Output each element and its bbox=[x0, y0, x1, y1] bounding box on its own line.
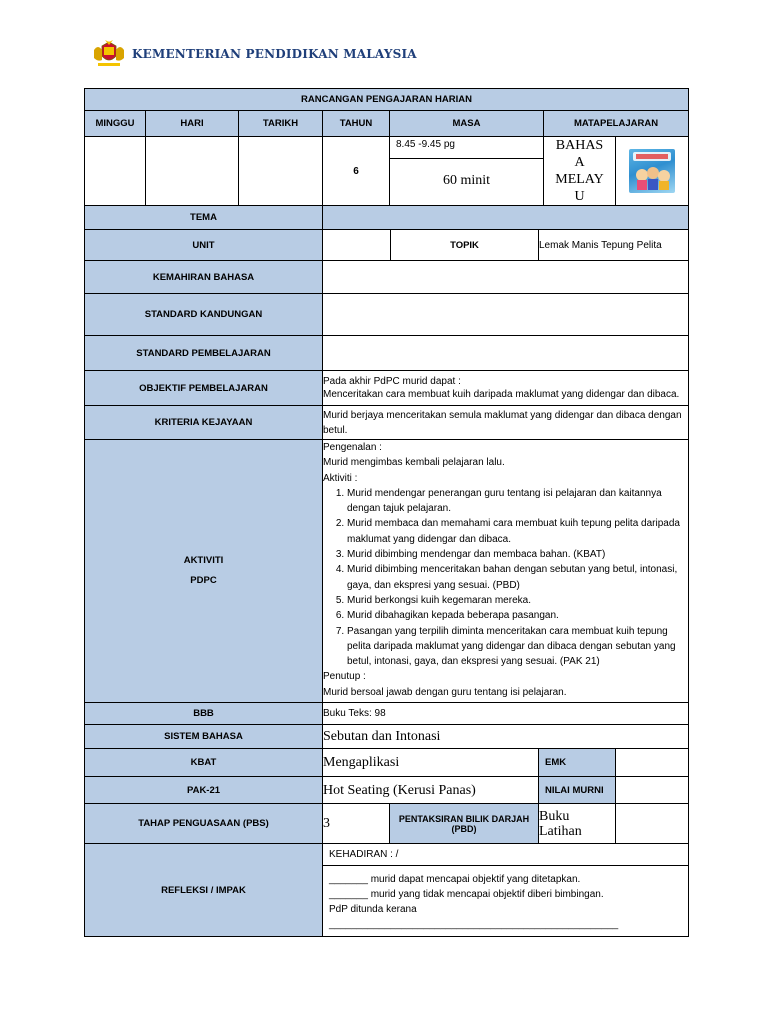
objektif-value[interactable] bbox=[323, 371, 689, 406]
activity-item: 6. Murid dibahagikan kepada beberapa pasangan. bbox=[347, 608, 688, 623]
aktiviti-label bbox=[85, 440, 323, 703]
tahap-value[interactable]: 3 bbox=[323, 804, 390, 844]
kemahiran-value[interactable] bbox=[323, 261, 689, 294]
refleksi-content[interactable] bbox=[323, 844, 689, 937]
penutup-text: Murid bersoal jawab dengan guru tentang isi pelajaran. bbox=[323, 686, 567, 698]
col-tahun: TAHUN bbox=[323, 111, 390, 137]
masa-duration[interactable]: 60 minit bbox=[442, 173, 491, 188]
activity-item: 7. Pasangan yang terpilih diminta menceritakan cara membuat kuih tepung pelita daripada maklumat yang didengar dan dibaca dengan sebutan yang betul, intonasi, gaya, dan ekspresi yang sesuai. (PAK 21) bbox=[347, 624, 688, 670]
activity-item: 3. Murid dibimbing mendengar dan membaca bahan. (KBAT) bbox=[347, 547, 688, 562]
sistem-label: SISTEM BAHASA bbox=[85, 725, 323, 749]
refleksi-line-3: PdP ditunda kerana ____________________________________________________ bbox=[329, 904, 619, 930]
subject-line-4: U bbox=[574, 189, 585, 204]
activity-item: 5. Murid berkongsi kuih kegemaran mereka. bbox=[347, 593, 688, 608]
minggu-value[interactable] bbox=[85, 137, 146, 206]
sk-label: STANDARD KANDUNGAN bbox=[85, 294, 323, 336]
col-tarikh: TARIKH bbox=[239, 111, 323, 137]
kemahiran-label: KEMAHIRAN BAHASA bbox=[85, 261, 323, 294]
bbb-label: BBB bbox=[85, 703, 323, 725]
col-minggu: MINGGU bbox=[85, 111, 146, 137]
aktiviti-content[interactable] bbox=[323, 440, 689, 703]
tahap-label: TAHAP PENGUASAAN (PBS) bbox=[85, 804, 323, 844]
bbb-value[interactable]: Buku Teks: 98 bbox=[323, 703, 689, 725]
subject-line-1: BAHAS bbox=[555, 138, 604, 153]
col-masa: MASA bbox=[390, 111, 544, 137]
pengenalan-text: Murid mengimbas kembali pelajaran lalu. bbox=[323, 457, 505, 469]
tema-value[interactable] bbox=[323, 206, 689, 230]
lesson-plan-table bbox=[84, 88, 689, 937]
subject-line-2: A bbox=[574, 155, 585, 170]
kriteria-value[interactable]: Murid berjaya menceritakan semula maklumat yang didengar dan dibaca dengan betul. bbox=[323, 406, 689, 440]
nilai-label: NILAI MURNI bbox=[539, 777, 616, 804]
kbat-value[interactable]: Mengaplikasi bbox=[323, 749, 539, 777]
objektif-label: OBJEKTIF PEMBELAJARAN bbox=[85, 371, 323, 406]
sp-value[interactable] bbox=[323, 336, 689, 371]
activity-item: 4. Murid dibimbing menceritakan bahan dengan sebutan yang betul, intonasi, gaya, dan ekspresi yang sesuai. (PBD) bbox=[347, 562, 688, 593]
col-hari: HARI bbox=[146, 111, 239, 137]
textbook-cover-image bbox=[629, 149, 675, 193]
subject-cell bbox=[544, 137, 616, 206]
page-header bbox=[92, 40, 417, 68]
hari-value[interactable] bbox=[146, 137, 239, 206]
pbd-extra[interactable] bbox=[616, 804, 689, 844]
masa-time[interactable]: 8.45 -9.45 pg bbox=[390, 137, 543, 159]
kbat-label: KBAT bbox=[85, 749, 323, 777]
activity-item: 2. Murid membaca dan memahami cara membuat kuih tepung pelita daripada maklumat yang didengar dan dibaca. bbox=[347, 516, 688, 547]
kehadiran[interactable]: KEHADIRAN : / bbox=[323, 844, 688, 866]
table-title: RANCANGAN PENGAJARAN HARIAN bbox=[85, 89, 689, 111]
emk-value[interactable] bbox=[616, 749, 689, 777]
aktiviti-label-line2: PDPC bbox=[190, 575, 217, 586]
objektif-intro: Pada akhir PdPC murid dapat : bbox=[323, 376, 461, 387]
kriteria-label: KRITERIA KEJAYAAN bbox=[85, 406, 323, 440]
nilai-value[interactable] bbox=[616, 777, 689, 804]
pak-label: PAK-21 bbox=[85, 777, 323, 804]
aktiviti-heading: Aktiviti : bbox=[323, 472, 358, 484]
pbd-value[interactable]: Buku Latihan bbox=[539, 804, 616, 844]
penutup-label: Penutup : bbox=[323, 671, 366, 683]
activity-item: 1. Murid mendengar penerangan guru tentang isi pelajaran dan kaitannya dengan tajuk pelajaran. bbox=[347, 486, 688, 517]
pak-value[interactable]: Hot Seating (Kerusi Panas) bbox=[323, 777, 539, 804]
sistem-value[interactable]: Sebutan dan Intonasi bbox=[323, 725, 689, 749]
activity-list bbox=[323, 486, 688, 670]
ministry-name: KEMENTERIAN PENDIDIKAN MALAYSIA bbox=[132, 47, 417, 61]
subject-line-3: MELAY bbox=[555, 172, 604, 187]
refleksi-line-1: _______ murid dapat mencapai objektif yang ditetapkan. bbox=[329, 874, 581, 885]
refleksi-line-2: _______ murid yang tidak mencapai objektif diberi bimbingan. bbox=[329, 889, 604, 900]
refleksi-label: REFLEKSI / IMPAK bbox=[85, 844, 323, 937]
emk-label: EMK bbox=[539, 749, 616, 777]
masa-cell bbox=[390, 137, 544, 206]
topik-value[interactable]: Lemak Manis Tepung Pelita bbox=[539, 230, 689, 261]
tahun-value[interactable]: 6 bbox=[323, 137, 390, 206]
pengenalan-label: Pengenalan : bbox=[323, 442, 382, 453]
pbd-label: PENTAKSIRAN BILIK DARJAH (PBD) bbox=[390, 804, 539, 844]
unit-value[interactable] bbox=[323, 230, 391, 261]
sp-label: STANDARD PEMBELAJARAN bbox=[85, 336, 323, 371]
objektif-text: Menceritakan cara membuat kuih daripada maklumat yang didengar dan dibaca. bbox=[323, 389, 680, 400]
tarikh-value[interactable] bbox=[239, 137, 323, 206]
textbook-cover-cell bbox=[616, 137, 689, 206]
sk-value[interactable] bbox=[323, 294, 689, 336]
coat-of-arms-icon bbox=[92, 40, 126, 68]
topik-label: TOPIK bbox=[391, 230, 539, 261]
col-matapelajaran: MATAPELAJARAN bbox=[544, 111, 689, 137]
unit-label: UNIT bbox=[85, 230, 323, 261]
aktiviti-label-line1: AKTIVITI bbox=[183, 555, 224, 566]
tema-label: TEMA bbox=[85, 206, 323, 230]
